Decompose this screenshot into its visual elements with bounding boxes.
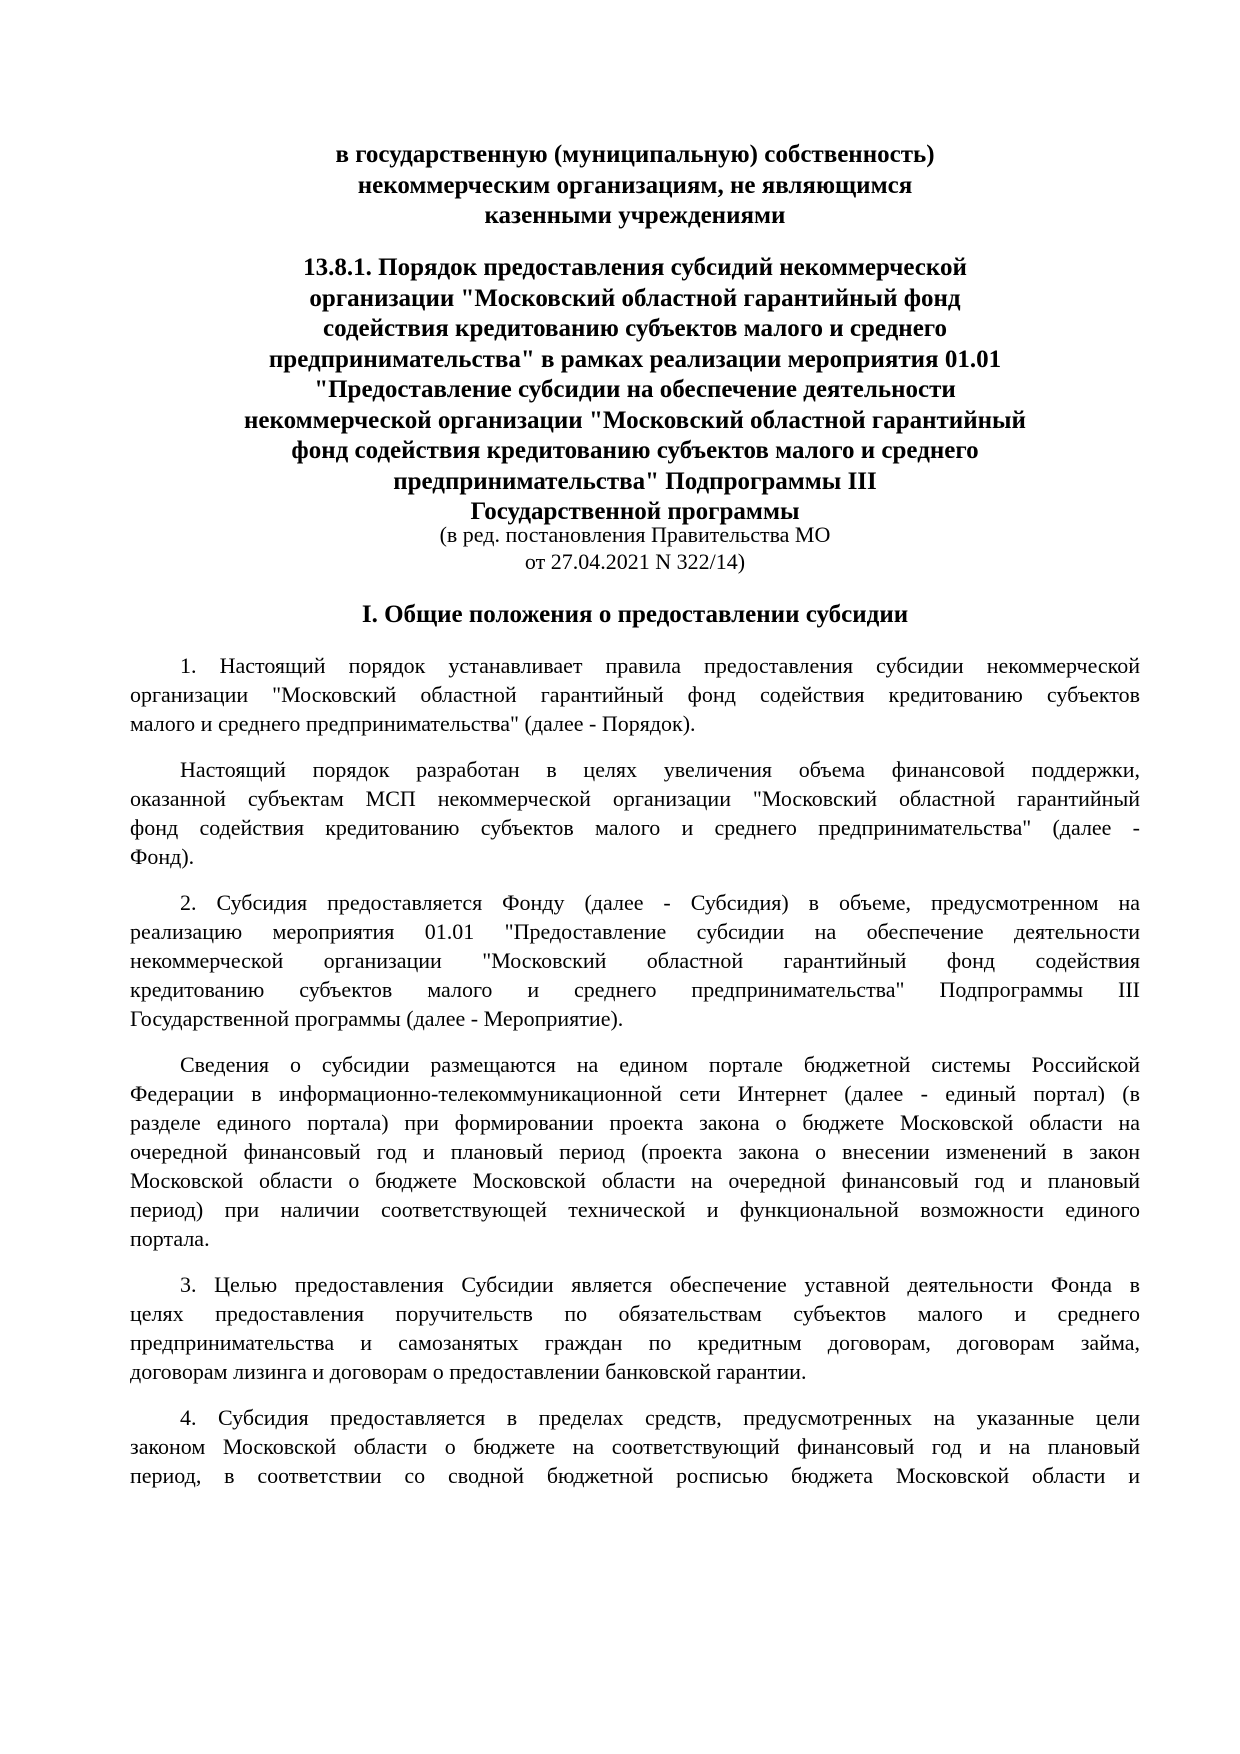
revision-line: от 27.04.2021 N 322/14) xyxy=(524,549,746,574)
paragraph xyxy=(130,888,1140,1033)
section-title: I. Общие положения о предоставлении субсидии xyxy=(361,601,909,628)
paragraph-line: Государственной программы (далее - Мероприятие). xyxy=(130,1006,624,1031)
heading-main xyxy=(130,253,1140,528)
heading-line: 13.8.1. Порядок предоставления субсидий некоммерческой xyxy=(303,254,967,281)
paragraph xyxy=(130,1270,1140,1386)
heading-top xyxy=(130,140,1140,232)
paragraph-line: кредитованию субъектов малого и среднего предпринимательства" Подпрограммы III xyxy=(130,977,1140,1002)
heading-line: содействия кредитованию субъектов малого и среднего xyxy=(322,315,948,342)
heading-line: в государственную (муниципальную) собственность) xyxy=(335,141,935,168)
paragraph-line: целях предоставления поручительств по обязательствам субъектов малого и среднего xyxy=(130,1301,1140,1326)
paragraph-line: портала. xyxy=(130,1226,210,1251)
paragraph-line: Федерации в информационно-телекоммуникационной сети Интернет (далее - единый портал) (в xyxy=(130,1081,1140,1106)
paragraph-line: законом Московской области о бюджете на соответствующий финансовый год и на плановый xyxy=(130,1434,1140,1459)
paragraph-line: 2. Субсидия предоставляется Фонду (далее - Субсидия) в объеме, предусмотренном на xyxy=(180,890,1140,915)
paragraph-line: Настоящий порядок разработан в целях увеличения объема финансовой поддержки, xyxy=(180,757,1140,782)
paragraph-line: 3. Целью предоставления Субсидии является обеспечение уставной деятельности Фонда в xyxy=(180,1272,1140,1297)
paragraph xyxy=(130,1050,1140,1253)
paragraph-line: организации "Московский областной гарантийный фонд содействия кредитованию субъектов xyxy=(130,682,1140,707)
heading-line: предпринимательства" в рамках реализации мероприятия 01.01 xyxy=(268,345,1002,373)
heading-line: Государственной программы xyxy=(470,498,800,525)
paragraph-line: реализацию мероприятия 01.01 "Предоставление субсидии на обеспечение деятельности xyxy=(130,919,1140,944)
paragraph-line: 1. Настоящий порядок устанавливает правила предоставления субсидии некоммерческой xyxy=(180,653,1140,678)
paragraph-line: Сведения о субсидии размещаются на едином портале бюджетной системы Российской xyxy=(180,1052,1140,1077)
heading-line: некоммерческим организациям, не являющимся xyxy=(357,171,913,199)
paragraph xyxy=(130,755,1140,871)
paragraph-line: некоммерческой организации "Московский областной гарантийный фонд содействия xyxy=(130,948,1140,973)
heading-line: организации "Московский областной гарантийный фонд xyxy=(309,284,961,312)
heading-line: "Предоставление субсидии на обеспечение деятельности xyxy=(314,376,956,403)
paragraph xyxy=(130,651,1140,738)
revision-note xyxy=(130,521,1140,575)
paragraph-line: фонд содействия кредитованию субъектов малого и среднего предпринимательства" (далее - xyxy=(130,815,1140,840)
paragraph-line: Московской области о бюджете Московской области на очередной финансовый год и плановый xyxy=(130,1168,1140,1193)
paragraph-line: малого и среднего предпринимательства" (далее - Порядок). xyxy=(130,711,696,736)
paragraph-line: предпринимательства и самозанятых граждан по кредитным договорам, договорам займа, xyxy=(130,1330,1140,1355)
paragraph-line: оказанной субъектам МСП некоммерческой организации "Московский областной гарантийный xyxy=(130,786,1140,811)
paragraph-line: период, в соответствии со сводной бюджетной росписью бюджета Московской области и xyxy=(130,1463,1140,1488)
paragraph xyxy=(130,1403,1140,1490)
paragraph-line: 4. Субсидия предоставляется в пределах средств, предусмотренных на указанные цели xyxy=(180,1405,1140,1430)
paragraph-line: договорам лизинга и договорам о предоставлении банковской гарантии. xyxy=(130,1359,807,1384)
heading-line: некоммерческой организации "Московский областной гарантийный xyxy=(244,406,1026,434)
heading-line: фонд содействия кредитованию субъектов малого и среднего xyxy=(291,437,979,464)
revision-line: (в ред. постановления Правительства МО xyxy=(439,522,831,547)
heading-line: казенными учреждениями xyxy=(484,202,786,229)
heading-line: предпринимательства" Подпрограммы III xyxy=(393,467,877,495)
paragraph-line: Фонд). xyxy=(130,844,195,869)
paragraph-line: период) при наличии соответствующей технической и функциональной возможности единого xyxy=(130,1197,1140,1222)
document-body xyxy=(130,651,1140,1507)
paragraph-line: очередной финансовый год и плановый период (проекта закона о внесении изменений в закон xyxy=(130,1139,1140,1164)
paragraph-line: разделе единого портала) при формировании проекта закона о бюджете Московской области на xyxy=(130,1110,1140,1135)
